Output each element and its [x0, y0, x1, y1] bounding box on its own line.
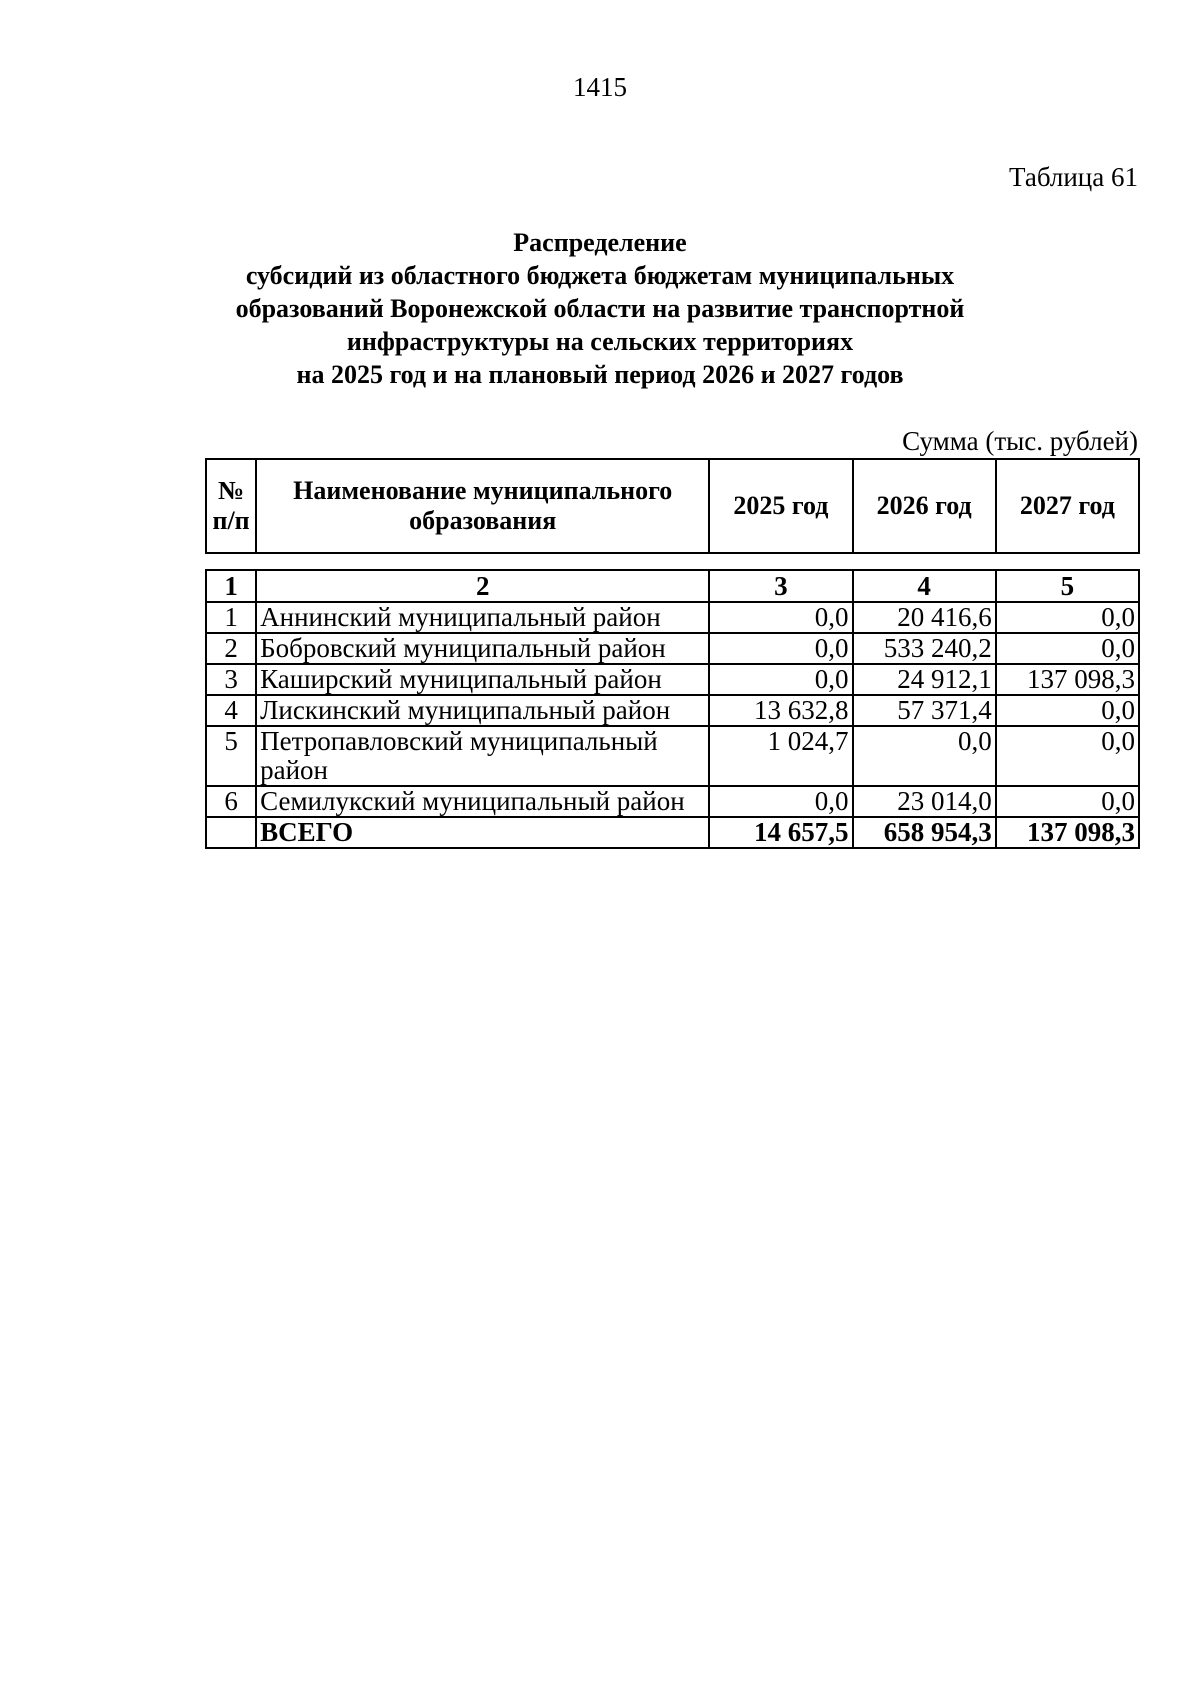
- row-value-2025: 13 632,8: [709, 695, 852, 726]
- column-number: 1: [206, 570, 256, 602]
- row-name: Аннинский муниципальный район: [256, 602, 709, 633]
- row-name: Бобровский муниципальный район: [256, 633, 709, 664]
- row-value-2027: 0,0: [996, 786, 1139, 817]
- row-value-2026: 20 416,6: [853, 602, 996, 633]
- row-value-2025: 0,0: [709, 633, 852, 664]
- header-2025: 2025 год: [709, 459, 852, 553]
- row-index: 5: [206, 726, 256, 786]
- row-name: Каширский муниципальный район: [256, 664, 709, 695]
- title-line: на 2025 год и на плановый период 2026 и 2027 годов: [296, 360, 904, 389]
- column-number: 5: [996, 570, 1139, 602]
- row-value-2026: 0,0: [853, 726, 996, 786]
- table-label: Таблица 61: [1009, 162, 1138, 192]
- row-value-2026: 57 371,4: [853, 695, 996, 726]
- page-number: 1415: [573, 72, 627, 102]
- document-title: [150, 226, 1050, 391]
- row-value-2027: 0,0: [996, 602, 1139, 633]
- row-index: 2: [206, 633, 256, 664]
- total-value-2027: 137 098,3: [996, 817, 1139, 848]
- table-row: [206, 726, 1139, 786]
- row-value-2025: 0,0: [709, 664, 852, 695]
- title-line: субсидий из областного бюджета бюджетам муниципальных: [245, 261, 955, 290]
- total-label: ВСЕГО: [256, 817, 709, 848]
- column-number: 2: [256, 570, 709, 602]
- row-value-2025: 1 024,7: [709, 726, 852, 786]
- header-2026: 2026 год: [853, 459, 996, 553]
- row-value-2027: 0,0: [996, 726, 1139, 786]
- row-name: Семилукский муниципальный район: [256, 786, 709, 817]
- row-value-2026: 24 912,1: [853, 664, 996, 695]
- title-line: Распределение: [513, 228, 687, 257]
- row-index: 6: [206, 786, 256, 817]
- table-row: [206, 695, 1139, 726]
- header-2027: 2027 год: [996, 459, 1139, 553]
- table-row: [206, 664, 1139, 695]
- row-value-2025: 0,0: [709, 786, 852, 817]
- row-value-2027: 137 098,3: [996, 664, 1139, 695]
- table-row: [206, 786, 1139, 817]
- total-value-2026: 658 954,3: [853, 817, 996, 848]
- row-index: 1: [206, 602, 256, 633]
- table-row: [206, 602, 1139, 633]
- column-number-row: [206, 570, 1139, 602]
- row-value-2026: 533 240,2: [853, 633, 996, 664]
- row-value-2027: 0,0: [996, 633, 1139, 664]
- total-index: [206, 817, 256, 848]
- row-value-2027: 0,0: [996, 695, 1139, 726]
- row-index: 4: [206, 695, 256, 726]
- table-header: [205, 458, 1140, 554]
- column-number: 4: [853, 570, 996, 602]
- header-name: Наименование муниципального образования: [256, 459, 709, 553]
- data-table: [205, 569, 1140, 849]
- header-number: № п/п: [206, 459, 256, 553]
- row-value-2026: 23 014,0: [853, 786, 996, 817]
- table-row: [206, 633, 1139, 664]
- total-row: [206, 817, 1139, 848]
- row-value-2025: 0,0: [709, 602, 852, 633]
- units-label: Сумма (тыс. рублей): [902, 426, 1138, 456]
- row-name: Петропавловский муниципальный район: [256, 726, 709, 786]
- column-number: 3: [709, 570, 852, 602]
- total-value-2025: 14 657,5: [709, 817, 852, 848]
- title-line: инфраструктуры на сельских территориях: [346, 327, 854, 356]
- row-name: Лискинский муниципальный район: [256, 695, 709, 726]
- title-line: образований Воронежской области на развитие транспортной: [235, 294, 965, 323]
- row-index: 3: [206, 664, 256, 695]
